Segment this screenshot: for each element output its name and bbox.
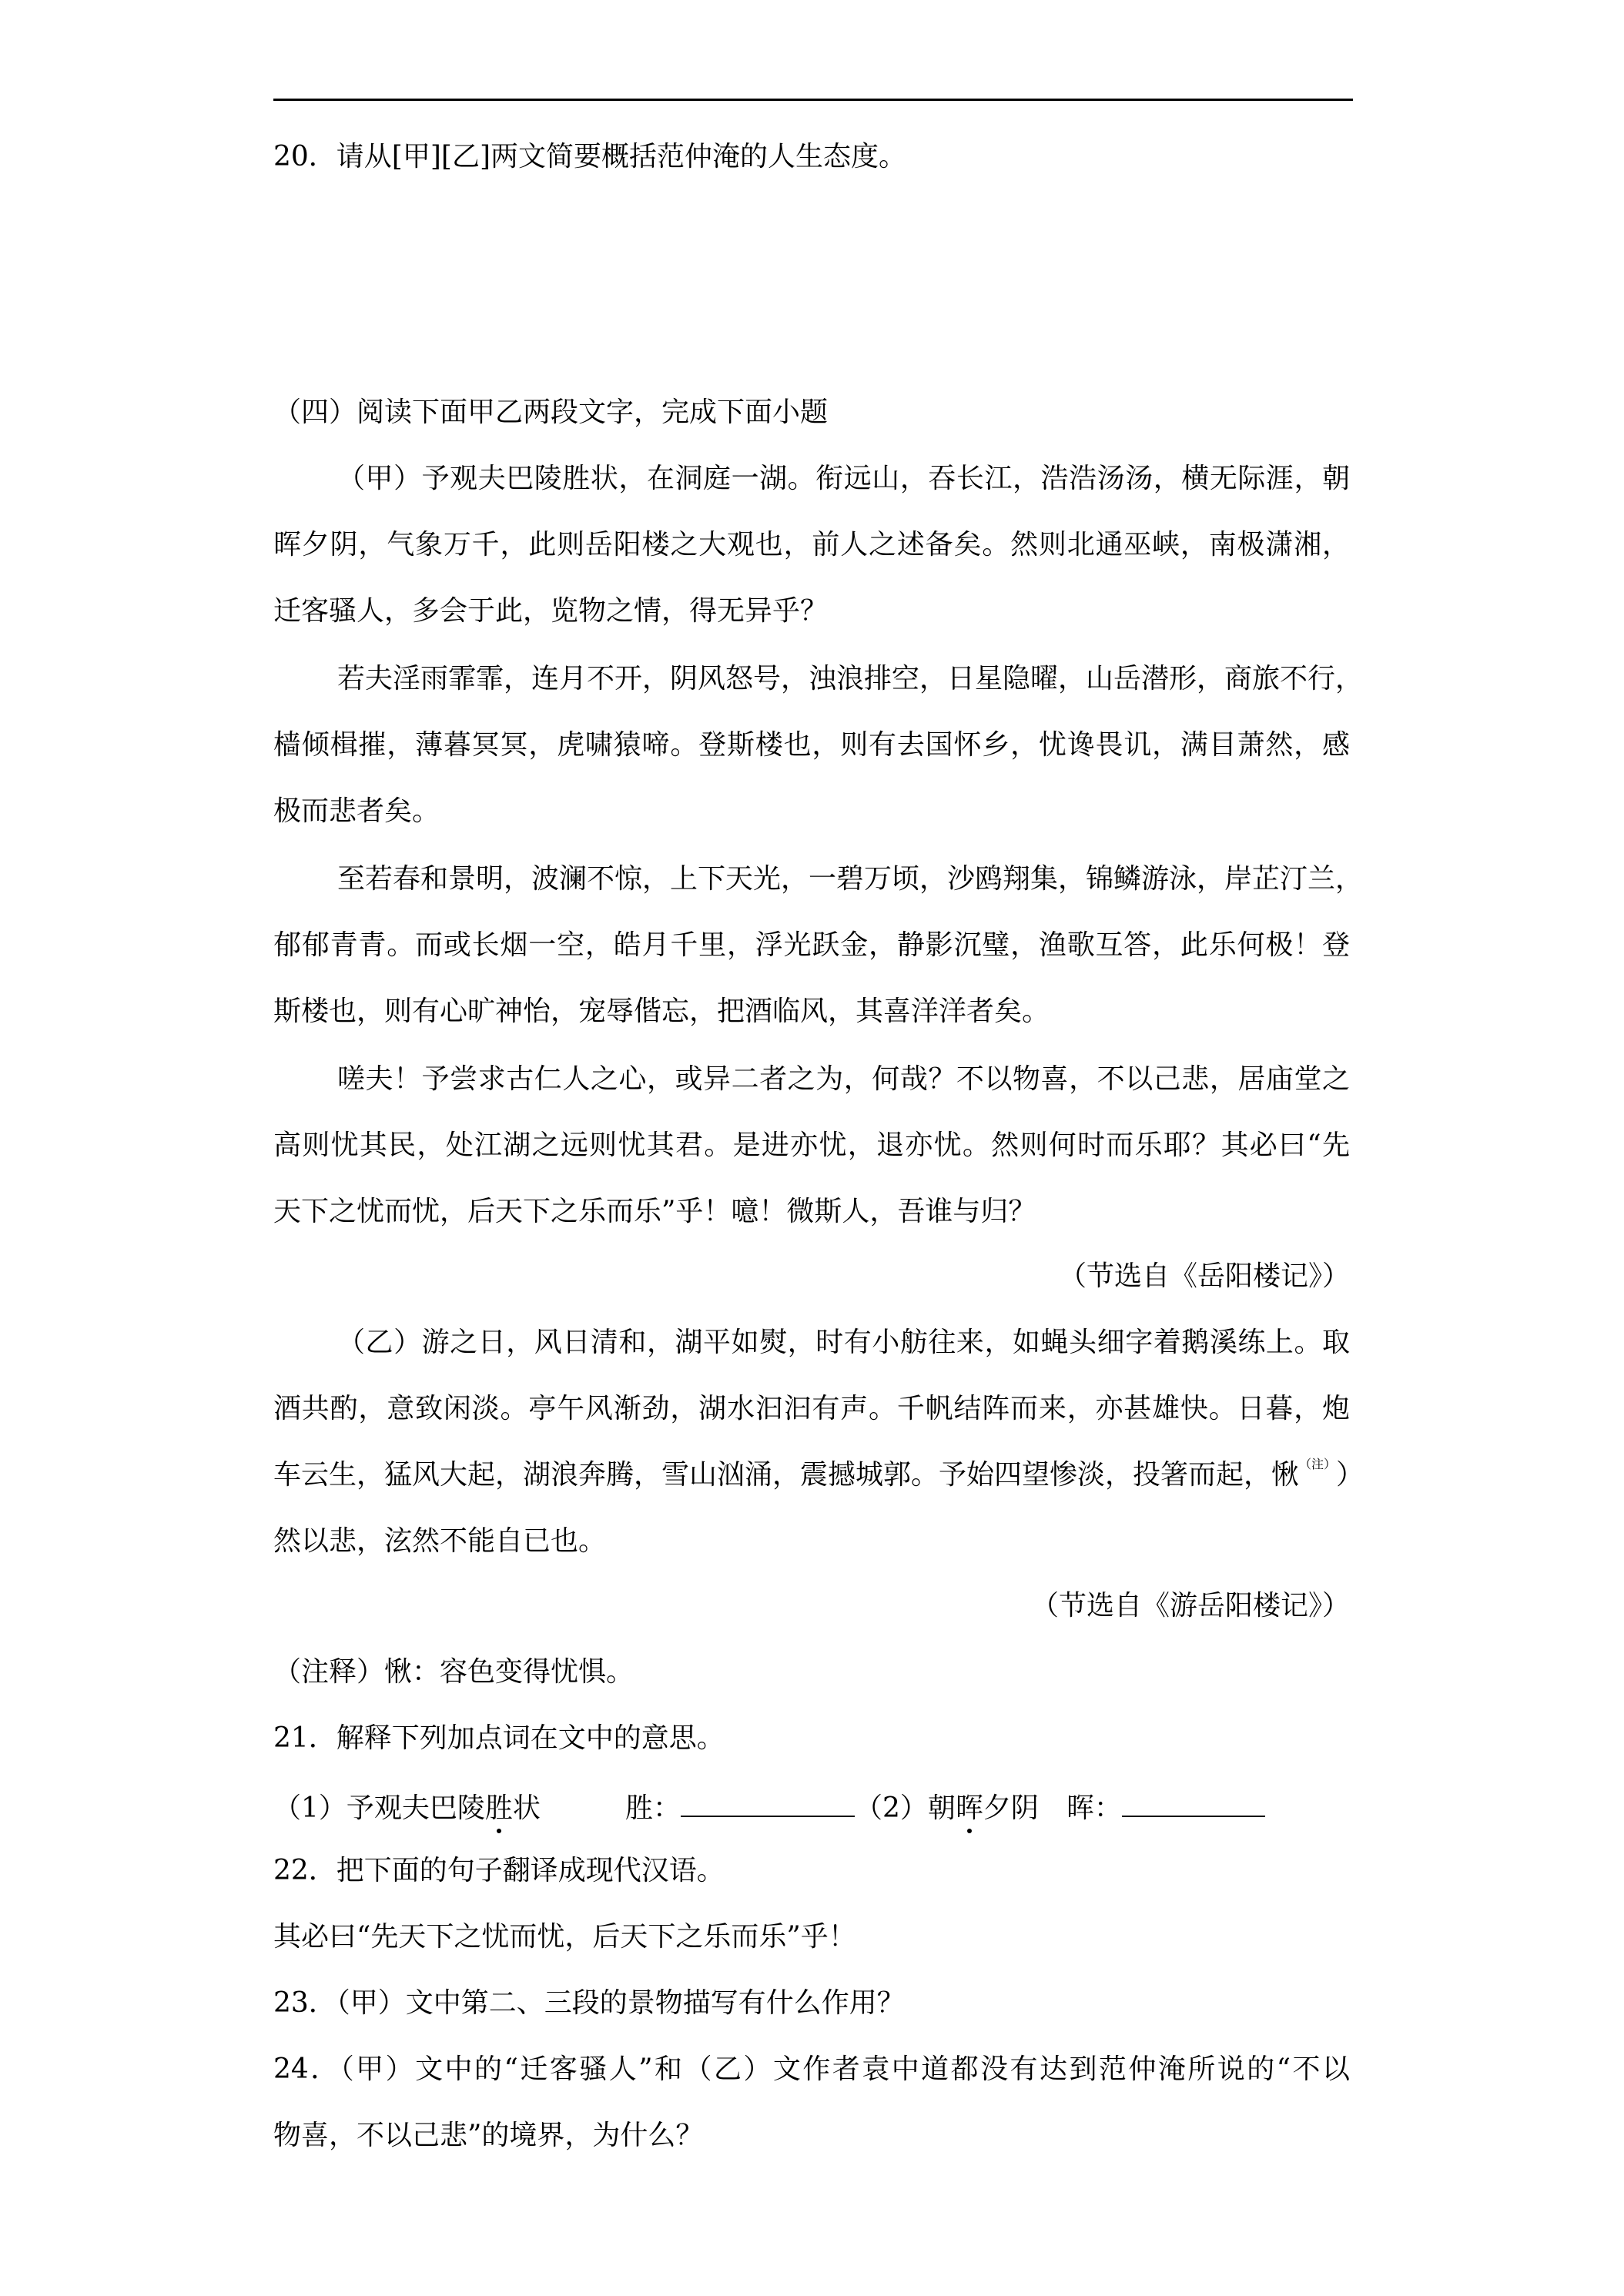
passage-jia-line: 斯楼也，则有心旷神怡，宠辱偕忘，把酒临风，其喜洋洋者矣。 — [273, 996, 1050, 1027]
passage-jia-line: （甲）予观夫巴陵胜状，在洞庭一湖。衔远山，吞长江，浩浩汤汤，横无际涯，朝 — [337, 463, 1350, 494]
question-23: 23．（甲）文中第二、三段的景物描写有什么作用？ — [273, 1987, 905, 2019]
item1-text: （1）予观夫巴陵胜状 — [273, 1792, 541, 1824]
question-20: 20．请从[甲][乙]两文简要概括范仲淹的人生态度。 — [273, 141, 906, 172]
passage-yi-line-end: ） — [1336, 1459, 1364, 1491]
annotation-note: （注释）愀：容色变得忧惧。 — [273, 1656, 635, 1688]
answer-blank-1[interactable] — [681, 1788, 855, 1817]
footnote-marker: （注） — [1299, 1457, 1337, 1471]
section-heading: （四）阅读下面甲乙两段文字，完成下面小题 — [273, 397, 829, 428]
question-21: 21．解释下列加点词在文中的意思。 — [273, 1722, 725, 1754]
dotted-word-sheng: 胜 — [484, 1792, 513, 1824]
question-21-items — [273, 1788, 1265, 1826]
passage-yi-line: （乙）游之日，风日清和，湖平如熨，时有小舫往来，如蝇头细字着鹅溪练上。取 — [337, 1327, 1350, 1358]
item2-text: （2）朝晖夕阴 — [854, 1792, 1039, 1824]
item2-label: 晖： — [1066, 1792, 1122, 1824]
passage-jia-line: 樯倾楫摧，薄暮冥冥，虎啸猿啼。登斯楼也，则有去国怀乡，忧谗畏讥，满目萧然，感 — [273, 729, 1350, 761]
question-24-line1: 24．（甲）文中的“迁客骚人”和（乙）文作者袁中道都没有达到范仲淹所说的“不以 — [273, 2053, 1350, 2085]
answer-blank-2[interactable] — [1122, 1788, 1265, 1817]
source-citation-yi: （节选自《游岳阳楼记》） — [1030, 1590, 1350, 1622]
question-24-line2: 物喜，不以己悲”的境界，为什么？ — [273, 2120, 704, 2151]
passage-yi-line: 酒共酌，意致闲淡。亭午风渐劲，湖水汩汩有声。千帆结阵而来，亦甚雄快。日暮，炮 — [273, 1393, 1350, 1424]
item1-label: 胜： — [624, 1792, 681, 1824]
header-rule — [273, 99, 1353, 101]
question-22-sentence: 其必曰“先天下之忧而忧，后天下之乐而乐”乎！ — [273, 1921, 856, 1953]
passage-yi-line: 然以悲，泫然不能自已也。 — [273, 1525, 607, 1557]
passage-jia-line: 晖夕阴，气象万千，此则岳阳楼之大观也，前人之述备矣。然则北通巫峡，南极潇湘， — [273, 529, 1350, 561]
passage-jia-line: 嗟夫！予尝求古仁人之心，或异二者之为，何哉？不以物喜，不以己悲，居庙堂之 — [337, 1063, 1350, 1095]
passage-jia-line: 迁客骚人，多会于此，览物之情，得无异乎？ — [273, 595, 829, 627]
passage-yi-line — [273, 1457, 1364, 1492]
dotted-word-hui: 晖 — [955, 1792, 983, 1824]
passage-jia-line: 至若春和景明，波澜不惊，上下天光，一碧万顷，沙鸥翔集，锦鳞游泳，岸芷汀兰， — [337, 863, 1364, 895]
passage-jia-line: 极而悲者矣。 — [273, 795, 440, 827]
passage-jia-line: 若夫淫雨霏霏，连月不开，阴风怒号，浊浪排空，日星隐曜，山岳潜形，商旅不行， — [337, 663, 1364, 694]
passage-jia-line: 郁郁青青。而或长烟一空，皓月千里，浮光跃金，静影沉璧，渔歌互答，此乐何极！登 — [273, 929, 1350, 961]
passage-jia-line: 高则忧其民，处江湖之远则忧其君。是进亦忧，退亦忧。然则何时而乐耶？其必曰“先 — [273, 1130, 1350, 1161]
passage-yi-line-text: 车云生，猛风大起，湖浪奔腾，雪山汹涌，震撼城郭。予始四望惨淡，投箸而起，愀 — [273, 1459, 1300, 1491]
question-22: 22．把下面的句子翻译成现代汉语。 — [273, 1855, 725, 1886]
passage-jia-line: 天下之忧而忧，后天下之乐而乐”乎！噫！微斯人，吾谁与归？ — [273, 1196, 1036, 1227]
source-citation-jia: （节选自《岳阳楼记》） — [1058, 1260, 1350, 1292]
